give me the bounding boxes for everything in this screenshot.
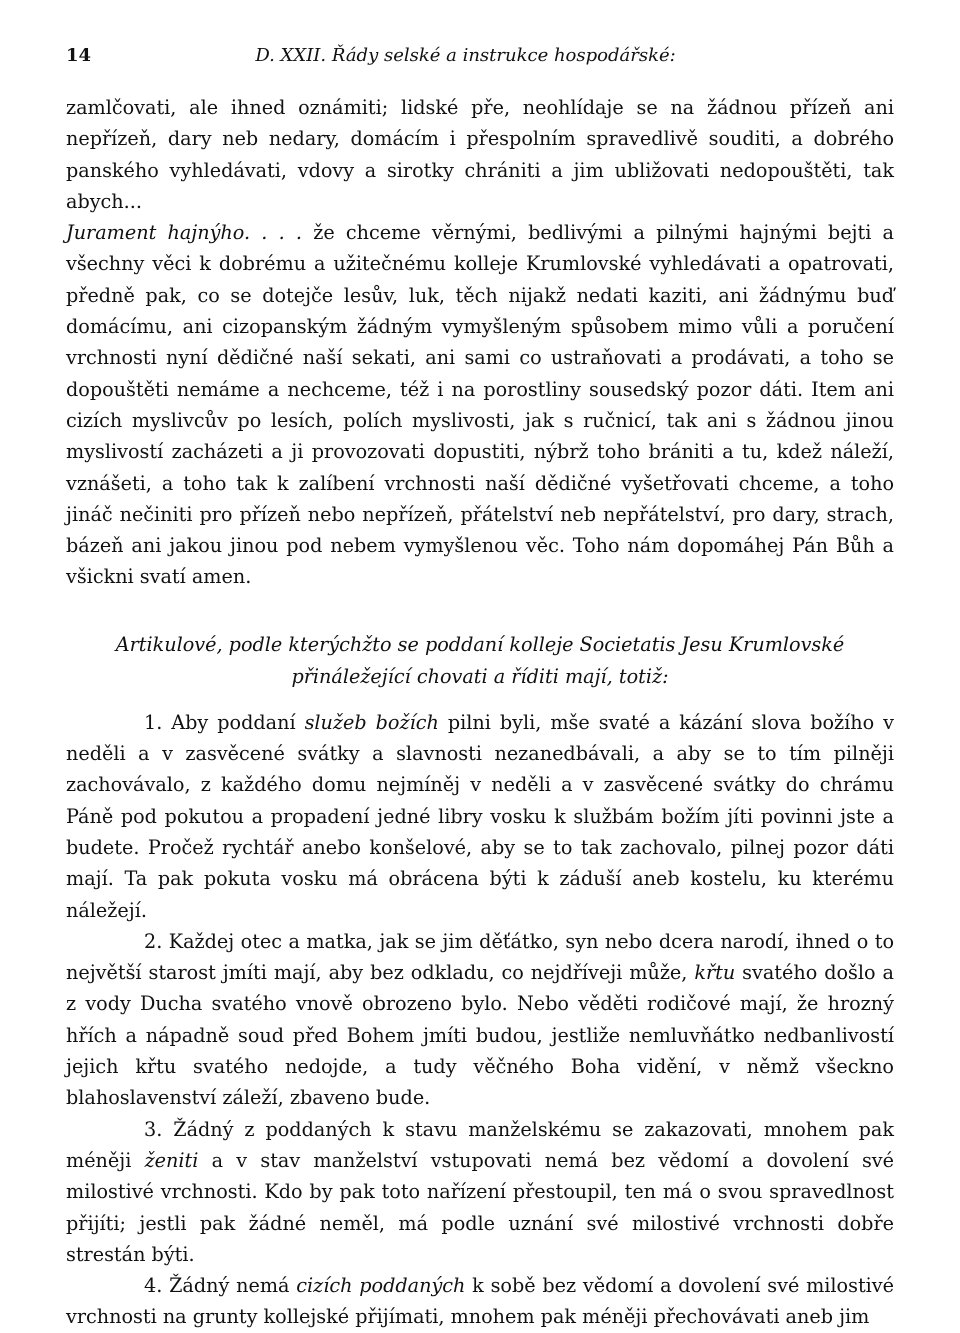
section-title: Artikulové, podle kterýchžto se poddaní kolleje Societatis Jesu Krumlovské přináležející chovati a říditi mají, totiž: — [115, 632, 845, 688]
article-4 — [66, 1270, 894, 1333]
article-4-text-b: k sobě bez vědomí a dovolení své milostivé vrchnosti na grunty kollejské přijímati, mnohem pak méněji přechovávati aneb jim — [66, 1274, 894, 1329]
article-1 — [66, 707, 894, 926]
running-title: D. XXII. Řády selské a instrukce hospodářské: — [255, 45, 676, 66]
intro-text-2: že chceme věrnými, bedlivými a pilnými hajnými bejti a všechny věci k dobrému a užitečnému kolleje Krumlovské vyhledávati a opatrovati, předně pak, co se dotejče lesův, luk, těch nijakž nedati kaziti, ani žádnýmu buď domácímu, ani cizopanským žádným vymyšleným spůsobem mimo vůli a poručení vrchnosti nyní dědičné naší sekati, ani sami co ustraňovati a prodávati, a toho se dopouštěti nemáme a nechceme, též i na porostliny sousedský pozor dáti. Item ani cizích myslivcův po lesích, polích myslivosti, jak s ručnicí, tak ani s žádnou jinou myslivostí zacházeti a ji provozovati dopustiti, nýbrž toho brániti a tu, kdež náleží, vznášeti, a toho tak k zalíbení vrchnosti naší dědičné vyšetřovati chceme, a toho jináč nečiniti pro přízeň nebo nepřízeň, přátelství neb nepřátelství, pro dary, strach, bázeň ani jakou jinou pod nebem vymyšlenou věc. Toho nám dopomáhej Pán Bůh a všickni svatí amen. — [66, 221, 894, 589]
running-header — [66, 44, 894, 68]
article-1-emphasis: služeb božích — [304, 710, 439, 734]
article-3-text-a: 3. Žádný z poddaných k stavu manželskému se zakazovati, mnohem pak méněji — [66, 1117, 894, 1172]
article-3-emphasis: ženiti — [144, 1148, 199, 1172]
article-2-text-a: 2. Každej otec a matka, jak se jim děťátko, syn nebo dcera narodí, ihned o to největší starost jmíti mají, aby bez odkladu, co nejdříveji může, — [66, 929, 894, 985]
article-4-text-a: 4. Žádný nemá — [144, 1274, 297, 1298]
article-3-text-b: a v stav manželství vstupovati nemá bez vědomí a dovolení své milostivé vrchnosti. Kdo by pak toto nařízení přestoupil, ten má o svou spravedlnost přijíti; jestli pak žádné neměl, má podle uznání své milostivé vrchnosti dobře strestán býti. — [66, 1148, 894, 1266]
intro-text-1: zamlčovati, ale ihned oznámiti; lidské pře, neohlídaje se na žádnou přízeň ani nepřízeň, dary neb nedary, domácím i přespolním spravedlivě souditi, a dobrého panského vyhledávati, vdovy a sirotky chrániti a jim ubližovati nedopouštěti, tak abych... — [66, 96, 894, 213]
article-2 — [66, 926, 894, 1114]
article-2-text-b: svatého došlo a z vody Ducha svatého vnově obrozeno bylo. Nebo věděti rodičové mají, že hrozný hřích a nápadně soud před Bohem jmíti budou, jestliže nemluvňátko nedbanlivostí jejich křtu svatého nedojde, a tudy věčného Boha vidění, v němž všeckno blahoslavenství záleží, zbaveno bude. — [66, 961, 894, 1110]
article-3 — [66, 1114, 894, 1270]
article-1-text-b: pilni byli, mše svaté a kázání slova božího v neděli a v zasvěcené svátky a slavnosti nezanedbávali, a aby se to tím pilněji zachovávalo, z každého domu nejmíněj v neděli a v zasvěcené svátky do chrámu Páně pod pokutou a propadení jedné libry vosku k službám božím jíti povinni jste a budete. Pročež rychtář anebo konšelové, aby se to tak zachovalo, pilnej pozor dáti mají. Ta pak pokuta vosku má obrácena býti k záduší aneb kostelu, ku kterému náležejí. — [66, 710, 895, 922]
page-number: 14 — [66, 45, 92, 66]
intro-paragraph — [66, 92, 894, 593]
article-2-emphasis: křtu — [694, 961, 736, 985]
article-1-text-a: 1. Aby poddaní — [144, 710, 305, 734]
article-4-emphasis: cizích poddaných — [296, 1274, 466, 1298]
oath-label: Jurament hajnýho. . . . — [66, 221, 303, 245]
